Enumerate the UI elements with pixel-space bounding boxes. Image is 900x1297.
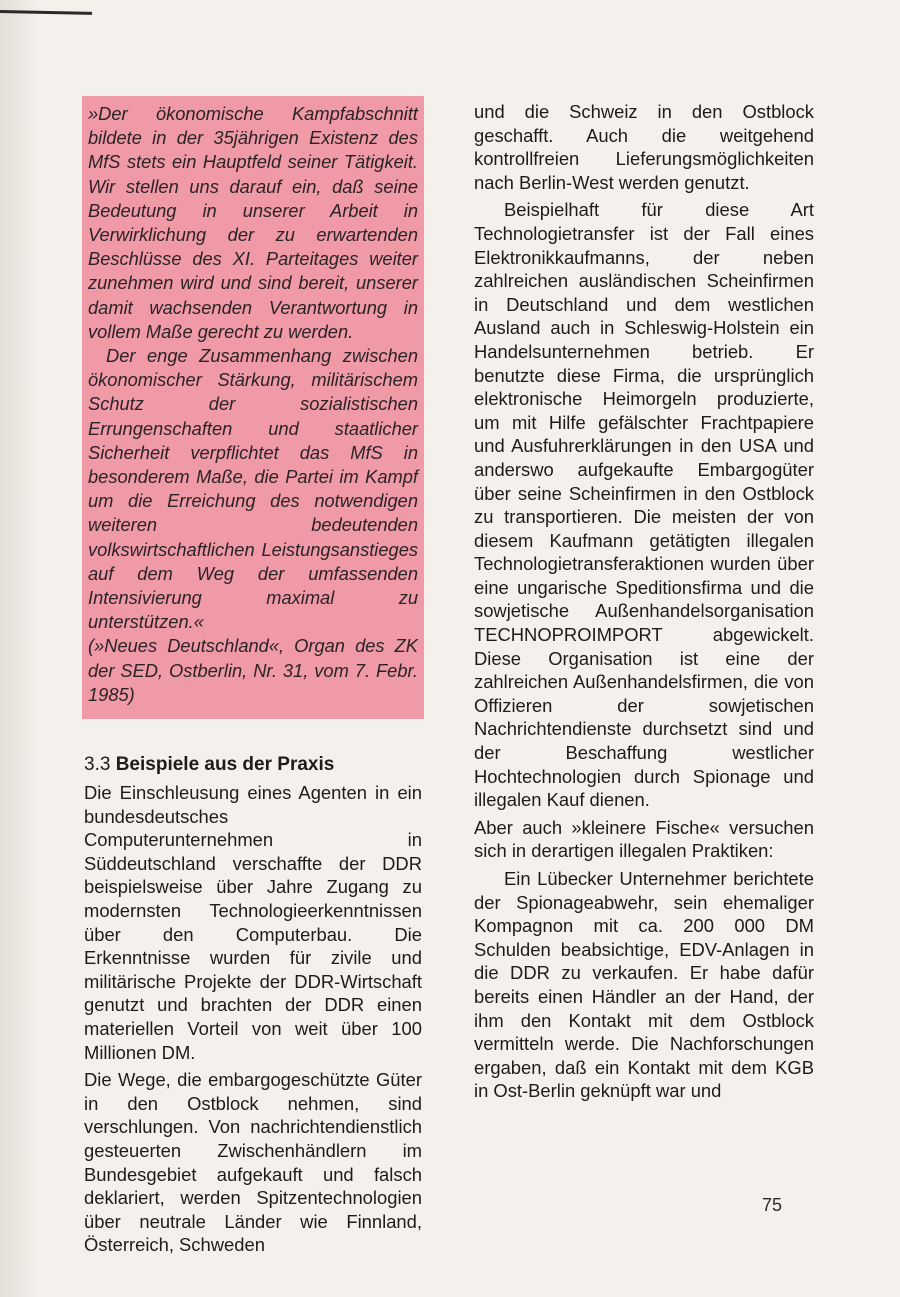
left-column (84, 96, 422, 1257)
body-paragraph: Die Einschleusung eines Agenten in ein bundesdeutsches Computerunternehmen in Süddeutschland verschaffte der DDR beispielsweise über Jahre Zugang zu modernsten Technologieerkenntnissen über den Computerbau. Die Erkenntnisse wurden für zivile und militärische Projekte der DDR-Wirtschaft genutzt und brachten der DDR einen materiellen Vorteil von weit über 100 Millionen DM. (84, 782, 422, 1063)
page-edge-shadow (0, 0, 40, 1297)
section-number: 3.3 (84, 754, 111, 776)
body-paragraph: und die Schweiz in den Ostblock geschafft. Auch die weitgehend kontrollfreien Lieferungsmöglichkeiten nach Berlin-West werden genutzt. (474, 101, 814, 193)
body-paragraph: Beispielhaft für diese Art Technologietransfer ist der Fall eines Elektronikkaufmanns, der neben zahlreichen ausländischen Scheinfirmen in Deutschland und dem westlichen Ausland auch in Schleswig-Holstein ein Handelsunternehmen betrieb. Er benutzte diese Firma, die ursprünglich elektronische Heimorgeln produzierte, um mit Hilfe gefälschter Frachtpapiere und Ausfuhrerklärungen in den USA und anderswo aufgekaufte Embargogüter über seine Scheinfirmen in den Ostblock zu transportieren. Die meisten der von diesem Kaufmann getätigten illegalen Technologietransferaktionen wurden über eine ungarische Speditionsfirma und die sowjetische Außenhandelsorganisation TECHNOPROIMPORT abgewickelt. Diese Organisation ist eine der zahlreichen Außenhandelsfirmen, die von Offizieren der sowjetischen Nachrichtendienste durchsetzt sind und der Beschaffung westlicher Hochtechnologien durch Spionage und illegalen Kauf dienen. (474, 199, 814, 811)
quote-paragraph: »Der ökonomische Kampfabschnitt bildete in der 35jährigen Existenz des MfS stets ein Hauptfeld seiner Tätigkeit. Wir stellen uns darauf ein, daß seine Bedeutung in unserer Arbeit in Verwirklichung der zu erwartenden Beschlüsse des XI. Parteitages weiter zunehmen wird und sind bereit, unserer damit wachsenden Verantwortung in vollem Maße gerecht zu werden. (88, 103, 418, 342)
right-column (474, 100, 814, 1103)
highlighted-quote (82, 96, 424, 719)
section-heading (84, 753, 422, 777)
body-paragraph: Ein Lübecker Unternehmer berichtete der Spionageabwehr, sein ehemaliger Kompagnon mit ca. 200 000 DM Schulden beabsichtige, EDV-Anlagen in die DDR zu verkaufen. Er habe dafür bereits einen Händler an der Hand, der ihm den Kontakt mit dem Ostblock vermitteln werde. Die Nachforschungen ergaben, daß ein Kontakt mit dem KGB in Ost-Berlin geknüpft war und (474, 868, 814, 1102)
body-paragraph: Die Wege, die embargogeschützte Güter in den Ostblock nehmen, sind verschlungen. Von nachrichtendienstlich gesteuerten Zwischenhändlern im Bundesgebiet aufgekauft und falsch deklariert, werden Spitzentechnologien über neutrale Länder wie Finnland, Österreich, Schweden (84, 1069, 422, 1256)
quote-paragraph: Der enge Zusammenhang zwischen ökonomischer Stärkung, militärischem Schutz der sozialistischen Errungenschaften und staatlicher Sicherheit verpflichtet das MfS in besonderem Maße, die Partei im Kampf um die Erreichung des notwendigen weiteren bedeutenden volkswirtschaftlichen Leistungsanstieges auf dem Weg der umfassenden Intensivierung maximal zu unterstützen.« (88, 345, 418, 633)
page-number: 75 (762, 1195, 783, 1215)
section-title: Beispiele aus der Praxis (115, 754, 335, 776)
quote-source: (»Neues Deutschland«, Organ des ZK der SED, Ostberlin, Nr. 31, vom 7. Febr. 1985) (88, 635, 418, 705)
body-paragraph: Aber auch »kleinere Fische« versuchen sich in derartigen illegalen Praktiken: (474, 816, 814, 862)
